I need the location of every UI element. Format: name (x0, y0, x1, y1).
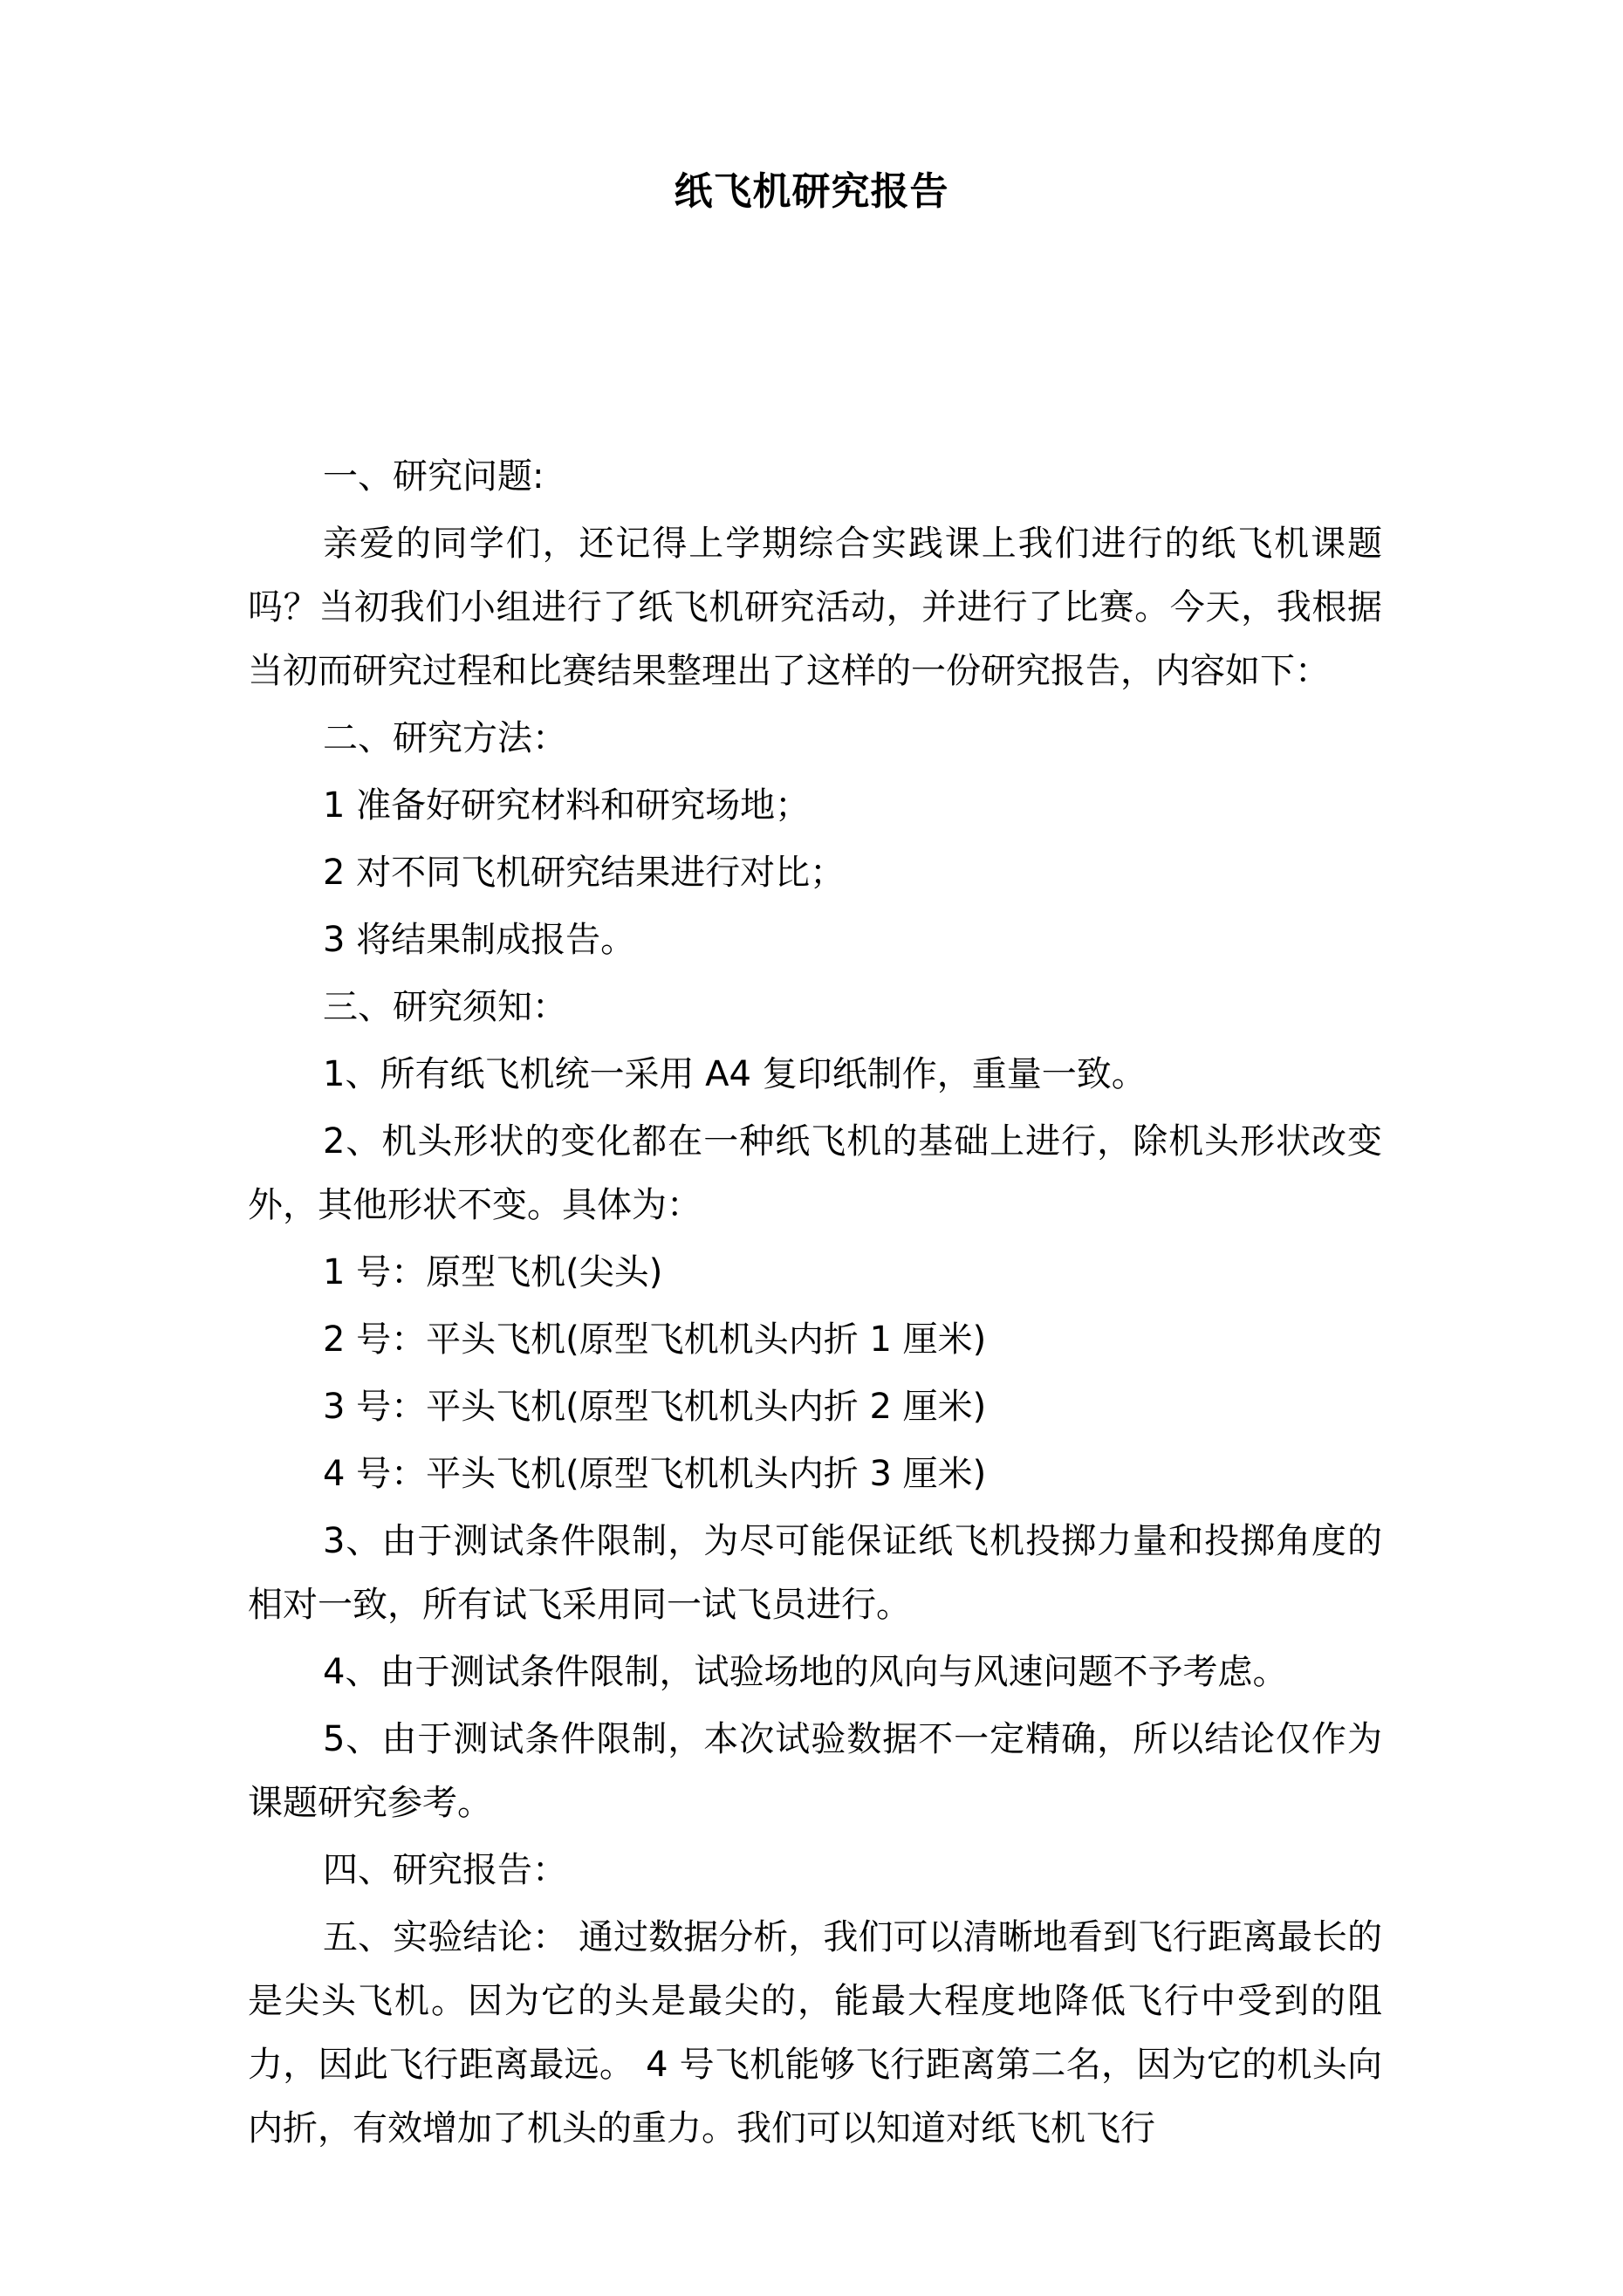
paragraph-research-method-heading: 二、研究方法： (323, 718, 567, 758)
paragraph-method-item-2: 2 对不同飞机研究结果进行对比； (323, 853, 846, 893)
paragraph-plane-3: 3 号：平头飞机(原型飞机机头内折 2 厘米) (323, 1387, 987, 1427)
paragraph-research-question-heading: 一、研究问题: (323, 456, 544, 497)
paragraph-note-3: 3、由于测试条件限制，为尽可能保证纸飞机投掷力量和投掷角度的相对一致，所有试飞采用同一试飞员进行。 (248, 1521, 1382, 1625)
paragraph-method-item-3: 3 将结果制成报告。 (323, 920, 636, 960)
paragraph-note-2: 2、机头形状的变化都在一种纸飞机的基础上进行，除机头形状改变外，其他形状不变。具体为： (248, 1121, 1382, 1225)
paragraph-method-item-1: 1 准备好研究材料和研究场地； (323, 785, 811, 826)
paragraph-research-notes-heading: 三、研究须知： (323, 987, 567, 1027)
paragraph-note-1: 1、所有纸飞机统一采用 A4 复印纸制作，重量一致。 (323, 1054, 1147, 1094)
paragraph-conclusion: 五、实验结论： 通过数据分析，我们可以清晰地看到飞行距离最长的是尖头飞机。因为它的头是最尖的，能最大程度地降低飞行中受到的阻力，因此飞行距离最远。 4 号飞机能够飞行距离第二名，因为它的机头向内折，有效增加了机头的重力。我们可以知道对纸飞机飞行 (248, 1917, 1382, 2149)
paragraph-research-report-heading: 四、研究报告： (323, 1850, 567, 1890)
paragraph-plane-2: 2 号：平头飞机(原型飞机机头内折 1 厘米) (323, 1319, 987, 1360)
paragraph-note-4: 4、由于测试条件限制，试验场地的风向与风速问题不予考虑。 (323, 1652, 1288, 1692)
document-body (248, 445, 1382, 2164)
document-title: 纸飞机研究报告 (674, 169, 949, 214)
paragraph-plane-1: 1 号：原型飞机(尖头) (323, 1252, 663, 1292)
paragraph-introduction: 亲爱的同学们，还记得上学期综合实践课上我们进行的纸飞机课题吗？当初我们小组进行了纸飞机研究活动，并进行了比赛。今天，我根据当初而研究过程和比赛结果整理出了这样的一份研究报告，内容如下： (248, 524, 1382, 691)
paragraph-note-5: 5、由于测试条件限制，本次试验数据不一定精确，所以结论仅作为课题研究参考。 (248, 1719, 1382, 1823)
paragraph-plane-4: 4 号：平头飞机(原型飞机机头内折 3 厘米) (323, 1454, 987, 1494)
